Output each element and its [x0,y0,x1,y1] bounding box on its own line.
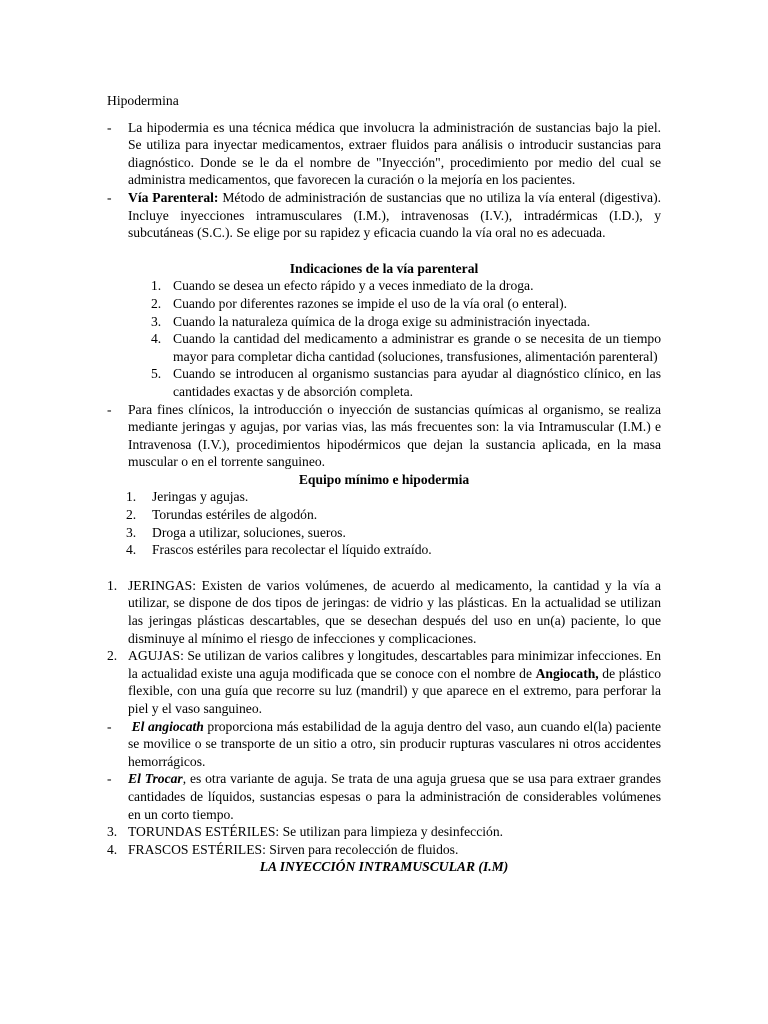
document-title: Hipodermina [107,93,179,108]
list-item [107,330,661,365]
list-number: 4. [126,542,137,558]
list-number: 2. [126,507,137,523]
list-item-text: Cuando la cantidad del medicamento a administrar es grande o se necesita de un tiempo mayor para completar dicha cantidad (soluciones, transfusiones, alimentación parenteral) [173,331,661,364]
list-number: 1. [151,278,162,294]
heading-equipo: Equipo mínimo e hipodermia [298,471,470,487]
list-item [107,524,661,542]
paragraph-via-parenteral [107,189,661,242]
dash-marker: - [107,718,112,734]
term-via-parenteral: Vía Parenteral: [128,189,219,205]
list-item-jeringas [107,577,661,647]
list-item-text: Cuando por diferentes razones se impide el uso de la vía oral (o enteral). [173,295,568,311]
paragraph-hipodermia [107,119,661,189]
paragraph-text: Para fines clínicos, la introducción o inyección de sustancias químicas al organismo, se realiza mediante jeringas y agujas, por varias vias, las más frecuentes son: la via Intramuscular (I.M.) e Intravenosa (I.V.), procedimientos hipodérmicos que dejan la sustancia aplicada, en la masa muscular o en el torrente sanguineo. [128,401,661,470]
list-item-text: de plástico flexible, con una guía que recorre su luz (mandril) y que aparece en el extremo, para perforar la piel y el vaso sanguineo. [128,665,661,716]
dash-marker: - [107,401,112,417]
paragraph-text: , es otra variante de aguja. Se trata de una aguja gruesa que se usa para extraer grandes cantidades de líquidos, sustancias espesas o para la administración de considerables volúmenes en un corto tiempo. [128,771,661,822]
term-el-angiocath: El angiocath [131,718,204,734]
list-number: 2. [107,648,118,664]
list-item-text: AGUJAS: Se utilizan de varios calibres y longitudes, descartables para minimizar infecciones. En la actualidad existe una aguja modificada que se conoce con el nombre de [128,648,661,681]
list-item-text: Droga a utilizar, soluciones, sueros. [152,524,346,540]
list-item-text: Cuando la naturaleza química de la droga exige su administración inyectada. [173,313,591,329]
list-item [107,541,661,559]
term-angiocath: Angiocath, [535,665,599,681]
list-item-text: TORUNDAS ESTÉRILES: Se utilizan para limpieza y desinfección. [128,824,504,840]
list-item [107,277,661,295]
list-item-text: Cuando se introducen al organismo sustancias para ayudar al diagnóstico clínico, en las cantidades exactas y de absorción completa. [173,366,661,399]
heading-inyeccion-intramuscular: LA INYECCIÓN INTRAMUSCULAR (I.M) [259,859,509,875]
list-item-text: FRASCOS ESTÉRILES: Sirven para recolección de fluidos. [128,841,459,857]
list-item [107,488,661,506]
paragraph-text: Método de administración de sustancias que no utiliza la vía enteral (digestiva). Incluye inyecciones intramusculares (I.M.), intravenosas (I.V.), intradérmicas (I.D.), y subcutáneas (S.C.). Se elige por su rapidez y eficacia cuando la vía oral no es adecuada. [128,189,661,241]
list-item [107,365,661,400]
list-number: 2. [151,295,162,311]
list-number: 3. [126,524,137,540]
spacer [107,559,661,577]
list-number: 3. [151,313,162,329]
list-item [107,506,661,524]
paragraph-trocar [107,770,661,823]
spacer [107,242,661,260]
list-item [107,313,661,331]
term-el-trocar: El Trocar [128,771,183,787]
list-item-text: JERINGAS: Existen de varios volúmenes, de acuerdo al medicamento, la cantidad y la vía a utilizar, se dispone de dos tipos de jeringas: de vidrio y las plásticas. En la actualidad se utilizan las jeringas plásticas descartables, que se desechan después del uso en un(a) paciente, lo que disminuye al mínimo el riesgo de infecciones y complicaciones. [128,577,661,646]
list-number: 3. [107,824,118,840]
list-number: 5. [151,366,162,382]
list-item-frascos [107,841,661,859]
paragraph-angiocath [107,718,661,771]
list-item-text: Jeringas y agujas. [152,489,249,505]
dash-marker: - [107,771,112,787]
list-item [107,295,661,313]
document-content [107,92,661,876]
list-number: 4. [151,331,162,347]
list-item-text: Frascos estériles para recolectar el líquido extraído. [152,542,432,558]
dash-marker: - [107,189,112,205]
list-item-agujas [107,647,661,717]
list-number: 1. [126,489,137,505]
list-item-text: Torundas estériles de algodón. [152,507,318,523]
heading-indicaciones: Indicaciones de la vía parenteral [289,260,479,276]
paragraph-text: proporciona más estabilidad de la aguja dentro del vaso, aun cuando el(la) paciente se movilice o se transporte de un sitio a otro, sin producir rupturas vasculares ni otros accidentes hemorrágicos. [128,718,662,769]
list-number: 1. [107,577,118,593]
paragraph-fines-clinicos [107,401,661,471]
list-number: 4. [107,841,118,857]
list-item-torundas [107,823,661,841]
list-item-text: Cuando se desea un efecto rápido y a veces inmediato de la droga. [173,278,534,294]
dash-marker: - [107,119,112,135]
paragraph-text: La hipodermia es una técnica médica que involucra la administración de sustancias bajo la piel. Se utiliza para inyectar medicamentos, extraer fluidos para análisis o introducir sustancias para diagnóstico. Donde se le da el nombre de "Inyección", procedimiento por medio del cual se administra medicamentos, que favorecen la curación o la mejoría en los pacientes. [128,119,661,188]
